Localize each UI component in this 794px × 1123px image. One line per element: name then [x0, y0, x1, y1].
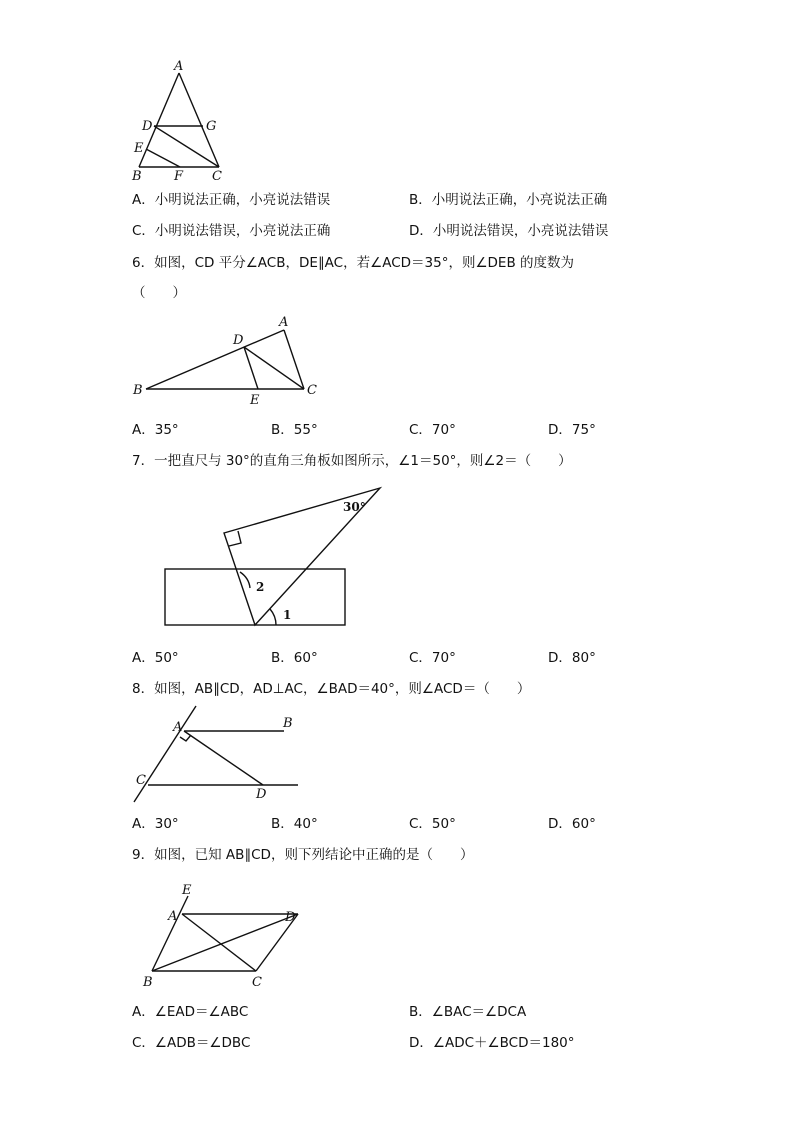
label-A: A	[173, 720, 183, 735]
q5-option-b: B．小明说法正确，小亮说法正确	[409, 192, 608, 208]
q8-option-a: A．30°	[132, 816, 179, 832]
label-A: A	[174, 59, 184, 74]
q7-option-a: A．50°	[132, 650, 179, 666]
q6-option-c: C．70°	[409, 422, 456, 438]
label-angle-2: 2	[256, 580, 265, 594]
q6-option-b: B．55°	[271, 422, 318, 438]
q8-question: 8．如图，AB∥CD，AD⊥AC，∠BAD＝40°，则∠ACD＝（ ）	[132, 681, 531, 697]
label-B: B	[132, 169, 142, 184]
q7-option-d: D．80°	[548, 650, 596, 666]
q9-question: 9．如图，已知 AB∥CD，则下列结论中正确的是（ ）	[132, 847, 474, 863]
q9-option-a: A．∠EAD＝∠ABC	[132, 1004, 249, 1020]
q8-option-c: C．50°	[409, 816, 456, 832]
label-angle-1: 1	[283, 608, 292, 622]
label-E: E	[134, 141, 144, 156]
label-F: F	[174, 169, 184, 184]
label-D: D	[256, 787, 267, 802]
label-C: C	[252, 975, 262, 990]
label-D: D	[142, 119, 153, 134]
q6-question: 6．如图，CD 平分∠ACB，DE∥AC，若∠ACD＝35°，则∠DEB 的度数为	[132, 255, 575, 271]
label-C: C	[307, 383, 317, 398]
q8-option-d: D．60°	[548, 816, 596, 832]
q6-answer-bracket: （ ）	[132, 285, 186, 301]
label-E: E	[182, 883, 192, 898]
q5-option-c: C．小明说法错误，小亮说法正确	[132, 223, 331, 239]
label-B: B	[133, 383, 143, 398]
label-A: A	[168, 909, 178, 924]
q5-option-d: D．小明说法错误，小亮说法错误	[409, 223, 609, 239]
q9-option-b: B．∠BAC＝∠DCA	[409, 1004, 527, 1020]
label-B: B	[143, 975, 153, 990]
label-B: B	[283, 716, 293, 731]
q8-option-b: B．40°	[271, 816, 318, 832]
seg-AC	[182, 914, 256, 971]
label-G: G	[206, 119, 217, 134]
label-D: D	[285, 910, 296, 925]
label-C: C	[212, 169, 222, 184]
label-A: A	[279, 315, 289, 330]
label-30-degree: 30°	[343, 500, 366, 514]
q5-option-a: A．小明说法正确，小亮说法错误	[132, 192, 331, 208]
label-E: E	[250, 393, 260, 408]
q6-option-d: D．75°	[548, 422, 596, 438]
q7-question: 7．一把直尺与 30°的直角三角板如图所示，∠1＝50°，则∠2＝（ ）	[132, 453, 572, 469]
label-D: D	[233, 333, 244, 348]
q7-option-b: B．60°	[271, 650, 318, 666]
q9-option-c: C．∠ADB＝∠DBC	[132, 1035, 251, 1051]
label-C: C	[136, 773, 146, 788]
q6-option-a: A．35°	[132, 422, 179, 438]
q9-option-d: D．∠ADC＋∠BCD＝180°	[409, 1035, 575, 1051]
q7-option-c: C．70°	[409, 650, 456, 666]
